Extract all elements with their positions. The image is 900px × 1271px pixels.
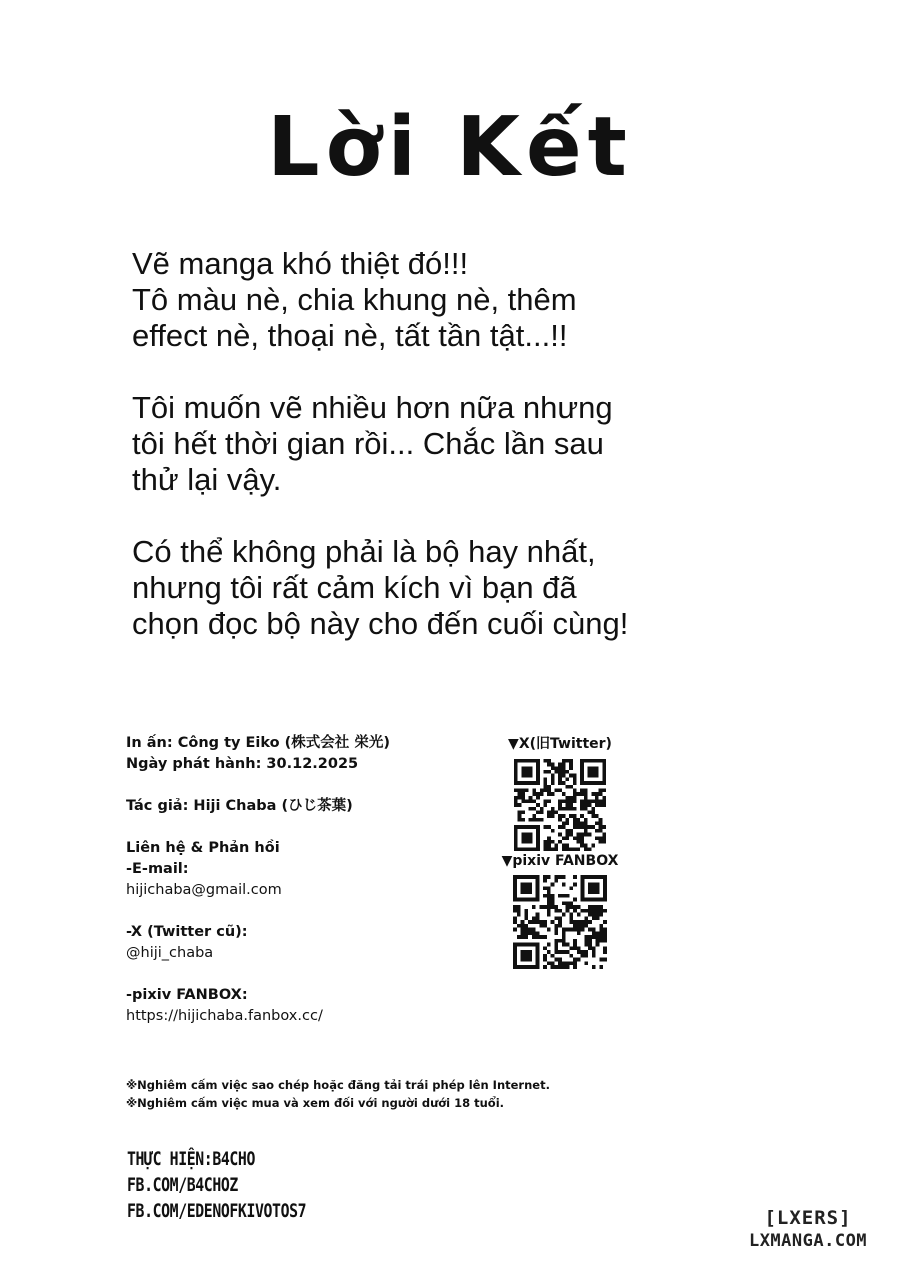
qr-code-icon[interactable] xyxy=(514,759,606,851)
fanbox-link[interactable]: https://hijichaba.fanbox.cc/ xyxy=(126,1008,323,1024)
watermark-group: [LXERS] xyxy=(764,1207,852,1229)
spacer xyxy=(126,775,486,796)
printer-line: In ấn: Công ty Eiko (株式会社 栄光) xyxy=(126,735,390,751)
afterword-message xyxy=(132,246,772,678)
notice-line: ※Nghiêm cấm việc sao chép hoặc đăng tải trái phép lên Internet. xyxy=(126,1078,550,1092)
message-line: thử lại vậy. xyxy=(132,462,282,497)
message-line: nhưng tôi rất cảm kích vì bạn đã xyxy=(132,570,577,605)
message-line: tôi hết thời gian rồi... Chắc lần sau xyxy=(132,426,604,461)
message-paragraph xyxy=(132,246,772,354)
email-label: -E-mail: xyxy=(126,861,189,877)
credit-line: THỰC HIỆN:B4CHO xyxy=(127,1148,255,1170)
spacer xyxy=(126,817,486,838)
x-label: -X (Twitter cũ): xyxy=(126,924,248,940)
qr-fanbox-block xyxy=(492,853,628,973)
x-handle-link[interactable]: @hiji_chaba xyxy=(126,945,214,961)
message-line: effect nè, thoại nè, tất tần tật...!! xyxy=(132,318,568,353)
author-line: Tác giả: Hiji Chaba (ひじ茶葉) xyxy=(126,798,353,814)
message-paragraph xyxy=(132,390,772,498)
site-watermark xyxy=(728,1206,888,1252)
message-line: chọn đọc bộ này cho đến cuối cùng! xyxy=(132,606,629,641)
colophon xyxy=(126,733,486,1027)
credit-line[interactable]: FB.COM/B4CHOZ xyxy=(127,1174,238,1196)
message-line: Có thể không phải là bộ hay nhất, xyxy=(132,534,596,569)
message-paragraph xyxy=(132,534,772,642)
message-line: Tôi muốn vẽ nhiều hơn nữa nhưng xyxy=(132,390,613,425)
qr-x-label: ▼X(旧Twitter) xyxy=(508,736,612,752)
fanbox-label: -pixiv FANBOX: xyxy=(126,987,248,1003)
watermark-site[interactable]: LXMANGA.COM xyxy=(748,1231,868,1251)
contact-heading: Liên hệ & Phản hồi xyxy=(126,840,280,856)
email-link[interactable]: hijichaba@gmail.com xyxy=(126,882,282,898)
spacer xyxy=(126,901,486,922)
release-date-line: Ngày phát hành: 30.12.2025 xyxy=(126,756,359,772)
qr-code-icon[interactable] xyxy=(513,875,607,969)
qr-x-block xyxy=(495,733,625,855)
notices xyxy=(126,1076,646,1112)
credit-line[interactable]: FB.COM/EDENOFKIVOTOS7 xyxy=(127,1200,307,1222)
message-line: Vẽ manga khó thiệt đó!!! xyxy=(132,246,469,281)
page-title: Lời Kết xyxy=(267,100,633,195)
spacer xyxy=(126,964,486,985)
message-line: Tô màu nè, chia khung nè, thêm xyxy=(132,282,577,317)
scanlation-credits xyxy=(127,1146,306,1224)
qr-fanbox-label: ▼pixiv FANBOX xyxy=(501,853,619,869)
notice-line: ※Nghiêm cấm việc mua và xem đối với người dưới 18 tuổi. xyxy=(126,1096,505,1110)
